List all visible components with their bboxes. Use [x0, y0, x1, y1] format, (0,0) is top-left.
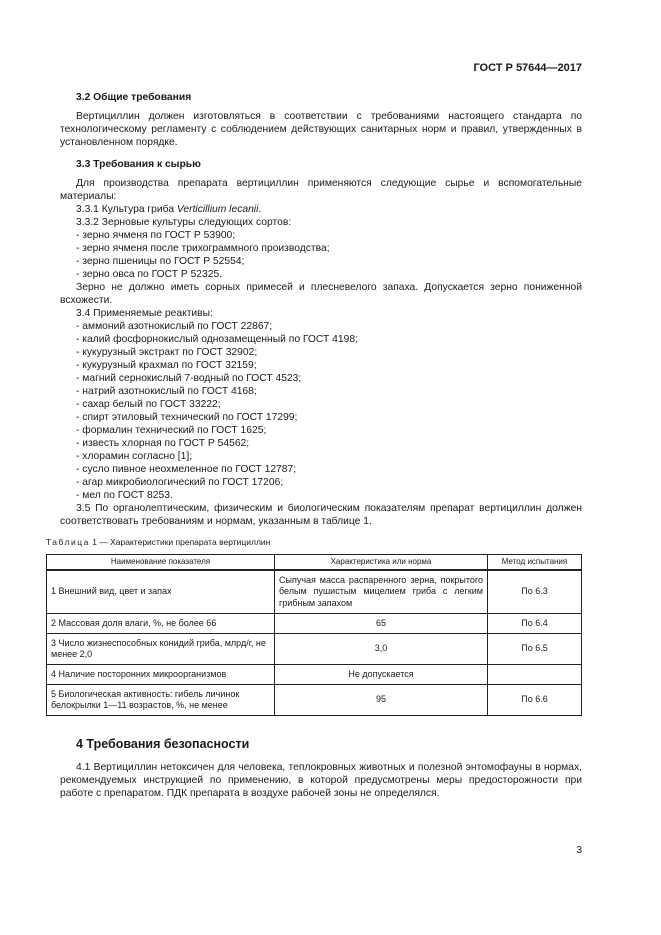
list-item: - зерно овса по ГОСТ Р 52325. — [76, 269, 223, 280]
list-item: - спирт этиловый технический по ГОСТ 17299; — [76, 412, 298, 423]
clause-4-1: 4.1 Вертициллин нетоксичен для человека, теплокровных животных и полезной энтомофауны в нормах, рекомендуемых инструкцией по применению, в которой предусмотрены меры предосторожности при работе с препаратом. ПДК препарата в воздухе рабочей зоны не определялся. — [60, 762, 582, 799]
list-item: - натрий азотнокислый по ГОСТ 4168; — [76, 386, 257, 397]
list-item: - калий фосфорнокислый однозамещенный по ГОСТ 4198; — [76, 334, 358, 345]
table-cell: 65 — [275, 614, 488, 634]
page-content — [46, 91, 582, 800]
list-item: - аммоний азотнокислый по ГОСТ 22867; — [76, 321, 273, 332]
table-caption: Таблица 1 — Характеристики препарата вертициллин — [46, 537, 271, 547]
column-header: Характеристика или норма — [275, 555, 488, 571]
list-item: - зерно пшеницы по ГОСТ Р 52554; — [76, 256, 245, 267]
table-cell: По 6.3 — [488, 570, 582, 614]
table-1 — [46, 554, 582, 716]
clause-3-5: 3.5 По органолептическим, физическим и биологическим показателям препарат вертициллин должен соответствовать требованиям и нормам, указанным в таблице 1. — [60, 503, 582, 527]
table-row — [47, 634, 582, 665]
table-cell — [488, 665, 582, 685]
table-row — [47, 614, 582, 634]
clause-3-4: 3.4 Применяемые реактивы: — [76, 308, 213, 319]
page-number: 3 — [576, 845, 582, 856]
section-3-2-title: 3.2 Общие требования — [76, 92, 192, 103]
list-item: - хлорамин согласно [1]; — [76, 451, 193, 462]
table-row — [47, 665, 582, 685]
section-3-3-title: 3.3 Требования к сырью — [76, 159, 201, 170]
list-item: - агар микробиологический по ГОСТ 17206; — [76, 477, 284, 488]
column-header: Метод испытания — [488, 555, 582, 571]
list-item: - кукурузный крахмал по ГОСТ 32159; — [76, 360, 257, 371]
list-item: - сусло пивное неохмеленное по ГОСТ 12787; — [76, 464, 297, 475]
reagent-list — [60, 320, 582, 502]
list-item: - формалин технический по ГОСТ 1625; — [76, 425, 267, 436]
table-cell: Не допускается — [275, 665, 488, 685]
clause-3-3-2: 3.3.2 Зерновые культуры следующих сортов: — [76, 217, 292, 228]
table-row — [47, 685, 582, 716]
grain-note: Зерно не должно иметь сорных примесей и плесневелого запаха. Допускается зерно пониженной всхожести. — [60, 282, 582, 306]
table-header-row — [47, 555, 582, 571]
table-cell: 4 Наличие посторонних микроорганизмов — [47, 665, 275, 685]
table-cell: 95 — [275, 685, 488, 716]
list-item: - мел по ГОСТ 8253. — [76, 490, 173, 501]
table-row — [47, 570, 582, 614]
table-cell: 5 Биологическая активность: гибель личинок белокрылки 1—11 возрастов, %, не менее — [47, 685, 275, 716]
list-item: - кукурузный экстракт по ГОСТ 32902; — [76, 347, 258, 358]
table-cell: 3,0 — [275, 634, 488, 665]
list-item: - зерно ячменя по ГОСТ Р 53900; — [76, 230, 236, 241]
document-id: ГОСТ Р 57644—2017 — [473, 62, 582, 74]
list-item: - магний сернокислый 7-водный по ГОСТ 4523; — [76, 373, 302, 384]
list-item: - известь хлорная по ГОСТ Р 54562; — [76, 438, 250, 449]
table-cell: 2 Массовая доля влаги, %, не более 66 — [47, 614, 275, 634]
list-item: - зерно ячменя после трихограммного производства; — [76, 243, 330, 254]
table-cell: По 6.4 — [488, 614, 582, 634]
clause-3-3-1: 3.3.1 Культура гриба Verticillium lecanii. — [76, 204, 262, 215]
table-cell: 3 Число жизнеспособных конидий гриба, млрд/г, не менее 2,0 — [47, 634, 275, 665]
grain-list — [60, 229, 582, 281]
species-name: Verticillium lecanii — [176, 204, 259, 215]
table-cell: По 6.5 — [488, 634, 582, 665]
section-3-3-intro: Для производства препарата вертициллин применяются следующие сырье и вспомогательные материалы: — [60, 178, 582, 202]
section-3-2-text: Вертициллин должен изготовляться в соответствии с требованиями настоящего стандарта по технологическому регламенту с соблюдением действующих санитарных норм и правил, утвержденных в установленном порядке. — [60, 111, 582, 148]
column-header: Наименование показателя — [47, 555, 275, 571]
table-cell: 1 Внешний вид, цвет и запах — [47, 570, 275, 614]
table-cell: Сыпучая масса распаренного зерна, покрытого белым пушистым мицелием гриба с легким грибным запахом — [275, 570, 488, 614]
section-4-title: 4 Требования безопасности — [76, 737, 250, 751]
table-cell: По 6.6 — [488, 685, 582, 716]
list-item: - сахар белый по ГОСТ 33222; — [76, 399, 221, 410]
